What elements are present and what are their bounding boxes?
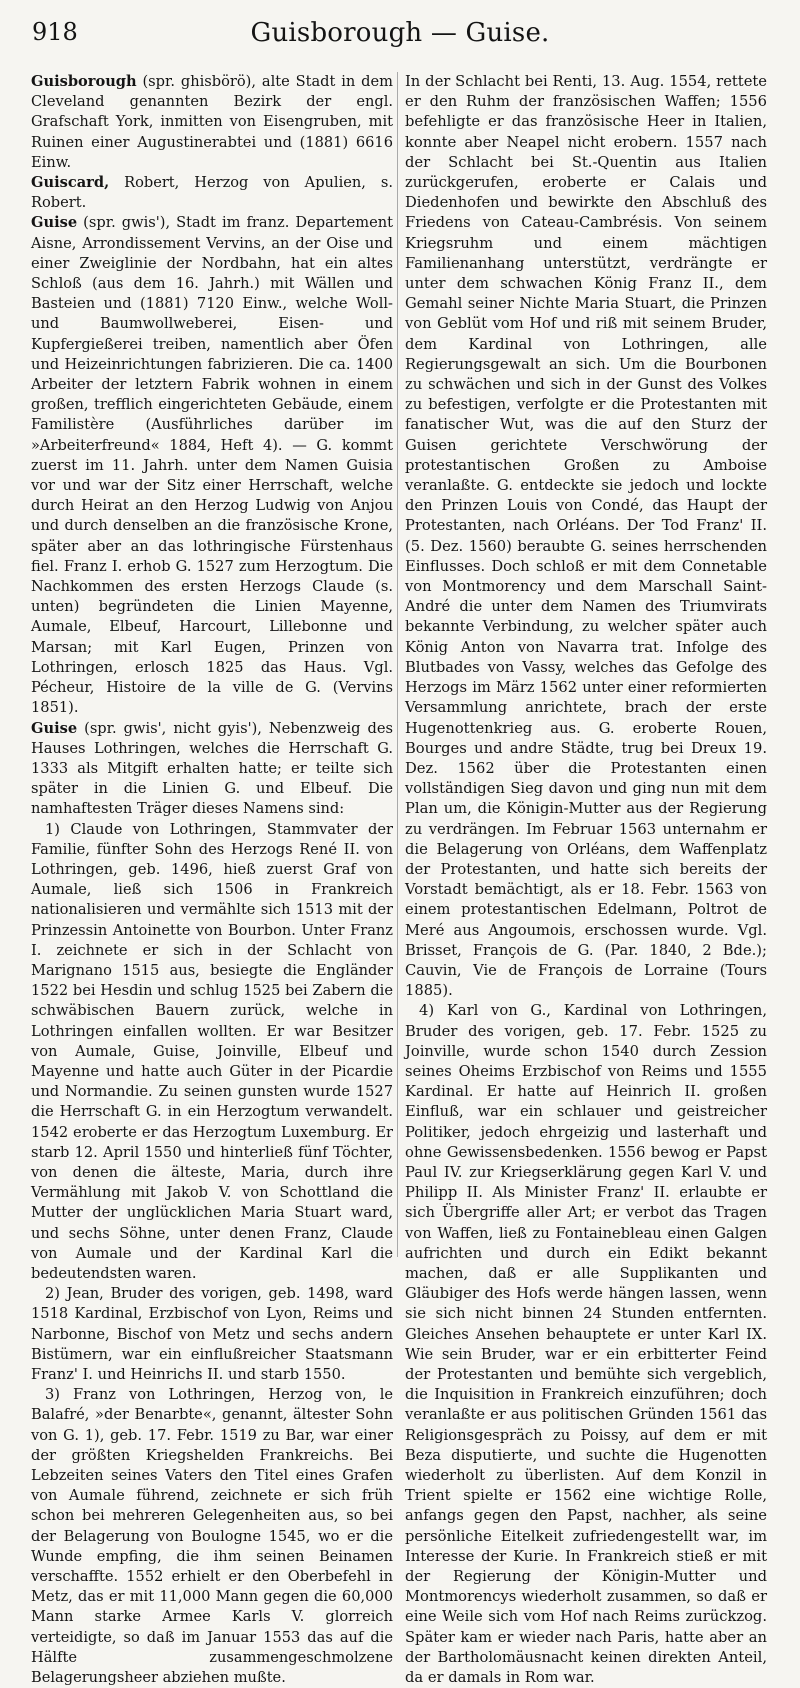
sub-entry-paragraph <box>31 820 393 1285</box>
entry-text: 3) Franz von Lothringen, Herzog von, le Balafré, »der Benarbte«, genannt, ältester Sohn von G. 1), geb. 17. Febr. 1519 zu Bar, war einer der größten Kriegshelden Frankreichs. Bei Lebzeiten seines Vaters den Titel eines Grafen von Aumale führend, zeichnete er sich früh schon bei mehreren Gelegenheiten aus, so bei der Belagerung von Boulogne 1545, wo er die Wunde empfing, die ihm seinen Beinamen verschaffte. 1552 erhielt er den Oberbefehl in Metz, das er mit 11,000 Mann gegen die 60,000 Mann starke Armee Karls V. glorreich verteidigte, so daß im Januar 1553 das auf die Hälfte zusammengeschmolzene Belagerungsheer abziehen mußte. <box>31 1386 393 1687</box>
entry-paragraph <box>31 173 393 213</box>
column-divider <box>397 72 398 1257</box>
sub-entry-paragraph <box>405 72 767 1001</box>
entry-text: 1) Claude von Lothringen, Stammvater der Familie, fünfter Sohn des Herzogs René II. von Lothringen, geb. 1496, hieß zuerst Graf von Aumale, ließ sich 1506 in Frankreich nationalisieren und vermählte sich 1513 mit der Prinzessin Antoinette von Bourbon. Unter Franz I. zeichnete er sich in der Schlacht von Marignano 1515 aus, besiegte die Engländer 1522 bei Hesdin und schlug 1525 bei Zabern die schwäbischen Bauern zurück, welche in Lothringen einfallen wollten. Er war Besitzer von Aumale, Guise, Joinville, Elbeuf und Mayenne und hatte auch Güter in der Picardie und Normandie. Zu seinen gunsten wurde 1527 die Herrschaft G. in ein Herzogtum verwandelt. 1542 eroberte er das Herzogtum Luxemburg. Er starb 12. April 1550 und hinterließ fünf Töchter, von denen die älteste, Maria, durch ihre Vermählung mit Jakob V. von Schottland die Mutter der unglücklichen Maria Stuart ward, und sechs Söhne, unter denen Franz, Claude von Aumale und der Kardinal Karl die bedeutendsten waren. <box>31 820 393 1282</box>
entry-headword: Guise <box>31 719 78 737</box>
entry-paragraph <box>31 72 393 173</box>
entry-text: In der Schlacht bei Renti, 13. Aug. 1554, rettete er den Ruhm der französischen Waffen; 1556 befehligte er das französische Heer in Italien, konnte aber Neapel nicht erobern. 1557 nach der Schlacht bei St.-Quentin aus Italien zurückgerufen, eroberte er Calais und Diedenhofen und bewirkte den Abschluß des Friedens von Cateau-Cambrésis. Von seinem Kriegsruhm und einem mächtigen Familienanhang unterstützt, verdrängte er unter dem schwachen König Franz II., dem Gemahl seiner Nichte Maria Stuart, die Prinzen von Geblüt vom Hof und riß mit seinem Bruder, dem Kardinal von Lothringen, alle Regierungsgewalt an sich. Um die Bourbonen zu schwächen und sich in der Gunst des Volkes zu befestigen, verfolgte er die Protestanten mit fanatischer Wut, was die auf den Sturz der Guisen gerichtete Verschwörung der protestantischen Großen zu Amboise veranlaßte. G. entdeckte sie jedoch und lockte den Prinzen Louis von Condé, das Haupt der Protestanten, nach Orléans. Der Tod Franz' II. (5. Dez. 1560) beraubte G. seines herrschenden Einflusses. Doch schloß er mit dem Connetable von Montmorency und dem Marschall Saint-André die unter dem Namen des Triumvirats bekannte Verbindung, zu welcher später auch König Anton von Navarra trat. Infolge des Blutbades von Vassy, welches das Gefolge des Herzogs im März 1562 unter einer reformierten Versammlung anrichtete, brach der erste Hugenottenkrieg aus. G. eroberte Rouen, Bourges und andre Städte, trug bei Dreux 19. Dez. 1562 über die Protestanten einen vollständigen Sieg davon und ging nun mit dem Plan um, die Königin-Mutter aus der Regierung zu verdrängen. Im Februar 1563 unternahm er die Belagerung von Orléans, dem Waffenplatz der Protestanten, und hatte sich bereits der Vorstadt bemächtigt, als er 18. Febr. 1563 von einem protestantischen Edelmann, Poltrot de Meré aus Angoumois, erschossen wurde. Vgl. Brisset, François de G. (Par. 1840, 2 Bde.); Cauvin, Vie de François de Lorraine (Tours 1885). <box>405 73 767 1000</box>
entry-text: 4) Karl von G., Kardinal von Lothringen, Bruder des vorigen, geb. 17. Febr. 1525 zu Joinville, wurde schon 1540 durch Zession seines Oheims Erzbischof von Reims und 1555 Kardinal. Er hatte auf Heinrich II. großen Einfluß, war ein schlauer und geistreicher Politiker, jedoch ehrgeizig und lasterhaft und ohne Gewissensbedenken. 1556 bewog er Papst Paul IV. zur Kriegserklärung gegen Karl V. und Philipp II. Als Minister Franz' II. erlaubte er sich Übergriffe aller Art; er verbot das Tragen von Waffen, ließ zu Fontainebleau einen Galgen aufrichten und durch ein Edikt bekannt machen, daß er alle Supplikanten und Gläubiger des Hofs werde hängen lassen, wenn sie sich nicht binnen 24 Stunden entfernten. Gleiches Ansehen behauptete er unter Karl IX. Wie sein Bruder, war er ein erbitterter Feind der Protestanten und bemühte sich vergeblich, die Inquisition in Frankreich einzuführen; doch veranlaßte er aus politischen Gründen 1561 das Religionsgespräch zu Poissy, auf dem er mit Beza disputierte, und suchte die Hugenotten wiederholt zu überlisten. Auf dem Konzil in Trient spielte er 1562 eine wichtige Rolle, anfangs gegen den Papst, nachher, als seine persönliche Eitelkeit zufriedengestellt war, im Interesse der Kurie. In Frankreich stieß er mit der Regierung der Königin-Mutter und Montmorencys wiederholt zusammen, so daß er eine Weile sich vom Hof nach Reims zurückzog. Später kam er wieder nach Paris, hatte aber an der Bartholomäusnacht keinen direkten Anteil, da er damals in Rom war. <box>405 1002 767 1687</box>
page-number: 918 <box>32 18 78 46</box>
entry-headword: Guise <box>31 214 78 232</box>
sub-entry-paragraph <box>405 1001 767 1688</box>
entry-text: (spr. gwis'), Stadt im franz. Departement Aisne, Arrondissement Vervins, an der Oise und einer Zweiglinie der Nordbahn, hat ein altes Schloß (aus dem 16. Jahrh.) mit Wällen und Basteien und (1881) 7120 Einw., welche Woll- und Baumwollweberei, Eisen- und Kupfergießerei treiben, namentlich aber Öfen und Heizeinrichtungen fabrizieren. Die ca. 1400 Arbeiter der letztern Fabrik wohnen in einem großen, trefflich eingerichteten Gebäude, einem Familistère (Ausführliches darüber im »Arbeiterfreund« 1884, Heft 4). — G. kommt zuerst im 11. Jahrh. unter dem Namen Guisia vor und war der Sitz einer Herrschaft, welche durch Heirat an den Herzog Ludwig von Anjou und durch denselben an die französische Krone, später aber an das lothringische Fürstenhaus fiel. Franz I. erhob G. 1527 zum Herzogtum. Die Nachkommen des ersten Herzogs Claude (s. unten) begründeten die Linien Mayenne, Aumale, Elbeuf, Harcourt, Lillebonne und Marsan; mit Karl Eugen, Prinzen von Lothringen, erlosch 1825 das Haus. Vgl. Pécheur, Histoire de la ville de G. (Vervins 1851). <box>31 214 393 717</box>
entry-paragraph <box>31 213 393 718</box>
running-head <box>32 12 768 56</box>
entry-headword: Guiscard, <box>31 174 110 192</box>
left-column <box>31 72 393 1687</box>
sub-entry-paragraph <box>31 1385 393 1688</box>
right-column <box>405 72 767 1687</box>
entry-text: 2) Jean, Bruder des vorigen, geb. 1498, ward 1518 Kardinal, Erzbischof von Lyon, Reims und Narbonne, Bischof von Metz und sechs andern Bistümern, war ein einflußreicher Staatsmann Franz' I. und Heinrichs II. und starb 1550. <box>31 1285 393 1383</box>
entry-text: Robert, Herzog von Apulien, s. Robert. <box>31 174 393 212</box>
entry-headword: Guisborough <box>31 73 137 90</box>
entry-paragraph <box>31 719 393 820</box>
entry-text: (spr. gwis', nicht gyis'), Nebenzweig des Hauses Lothringen, welches die Herrschaft G. 1333 als Mitgift erhalten hatte; er teilte sich später in die Linien G. und Elbeuf. Die namhaftesten Träger dieses Namens sind: <box>31 719 393 818</box>
entry-text: (spr. ghisbörö), alte Stadt in dem Cleveland genannten Bezirk der engl. Grafschaft York, inmitten von Eisengruben, mit Ruinen einer Augustinerabtei und (1881) 6616 Einw. <box>31 73 393 171</box>
page-title: Guisborough — Guise. <box>250 18 550 48</box>
sub-entry-paragraph <box>31 1284 393 1385</box>
